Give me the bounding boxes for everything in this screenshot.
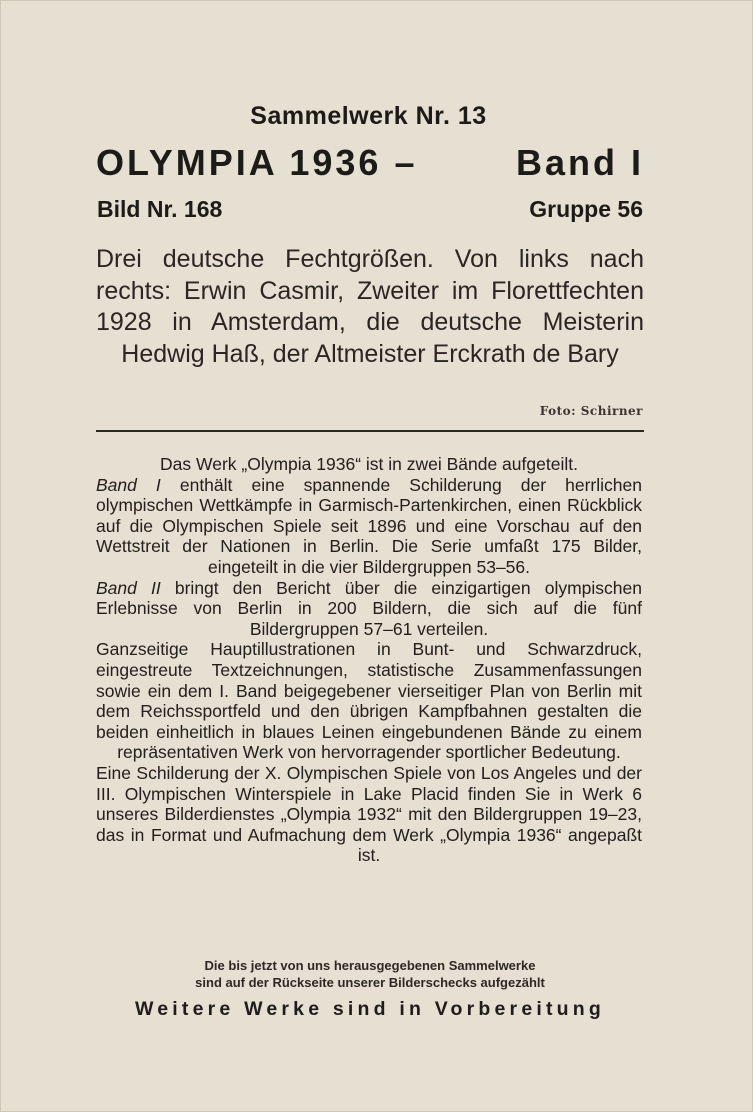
- group-number: Gruppe 56: [529, 196, 643, 222]
- picture-caption: Drei deutsche Fechtgrößen. Von links nach rechts: Erwin Casmir, Zweiter im Florettfechten 1928 in Amsterdam, die deutsche Meisterin Hedwig Haß, der Altmeister Erckrath de Bary: [96, 245, 644, 368]
- card-title: [96, 142, 644, 184]
- paragraph-intro: Das Werk „Olympia 1936“ ist in zwei Bände aufgeteilt.: [160, 454, 578, 474]
- series-label: Sammelwerk Nr. 13: [250, 102, 487, 130]
- divider-rule: [96, 430, 644, 432]
- paragraph-band-1: [96, 475, 642, 578]
- paragraph-illustrations: Ganzseitige Hauptillustrationen in Bunt- und Schwarzdruck, eingestreute Textzeichnungen, statistische Zusammenfassungen sowie ein dem I. Band beigegebener vierseitiger Plan von Berlin mit dem Reichssportfeld und den übrigen Kampfbahnen gestalten die beiden einheitlich in blaues Leinen eingebundenen Bände zu einem repräsentativen Werk von hervorragender sportlicher Bedeutung.: [96, 639, 642, 763]
- card-meta: [97, 196, 643, 223]
- band-1-label: Band I: [96, 474, 161, 495]
- band-2-text: bringt den Bericht über die einzigartigen olympischen Erlebnisse von Berlin in 200 Bildern, die sich auf die fünf Bildergruppen 57–61 verteilen.: [96, 577, 642, 639]
- title-volume: Band I: [515, 142, 644, 183]
- band-1-text: enthält eine spannende Schilderung der herrlichen olympischen Wettkämpfe in Garmisch-Partenkirchen, einen Rückblick auf die Olympischen Spiele seit 1896 und eine Vorschau auf den Wettstreit der Nationen in Berlin. Die Serie umfaßt 175 Bilder, eingeteilt in die vier Bildergruppen 53–56.: [96, 474, 642, 577]
- picture-number: Bild Nr. 168: [97, 196, 223, 222]
- collection-note-line-1: Die bis jetzt von uns herausgegebenen Sammelwerke: [204, 958, 536, 973]
- photo-credit: Foto: Schirner: [539, 404, 643, 418]
- footer-line: Weitere Werke sind in Vorbereitung: [134, 998, 606, 1020]
- title-olympia: OLYMPIA 1936 –: [96, 142, 418, 183]
- band-2-label: Band II: [96, 577, 161, 598]
- collection-note: [96, 957, 644, 991]
- paragraph-olympia-1932: Eine Schilderung der X. Olympischen Spiele von Los Angeles und der III. Olympischen Winterspiele in Lake Placid finden Sie in Werk 6 unseres Bilderdienstes „Olympia 1932“ mit den Bildergruppen 19–23, das in Format und Aufmachung dem Werk „Olympia 1936“ angepaßt ist.: [96, 762, 642, 866]
- description-text: [96, 454, 642, 866]
- paragraph-band-2: [96, 578, 642, 640]
- collection-note-line-2: sind auf der Rückseite unserer Bilderschecks aufgezählt: [195, 975, 545, 990]
